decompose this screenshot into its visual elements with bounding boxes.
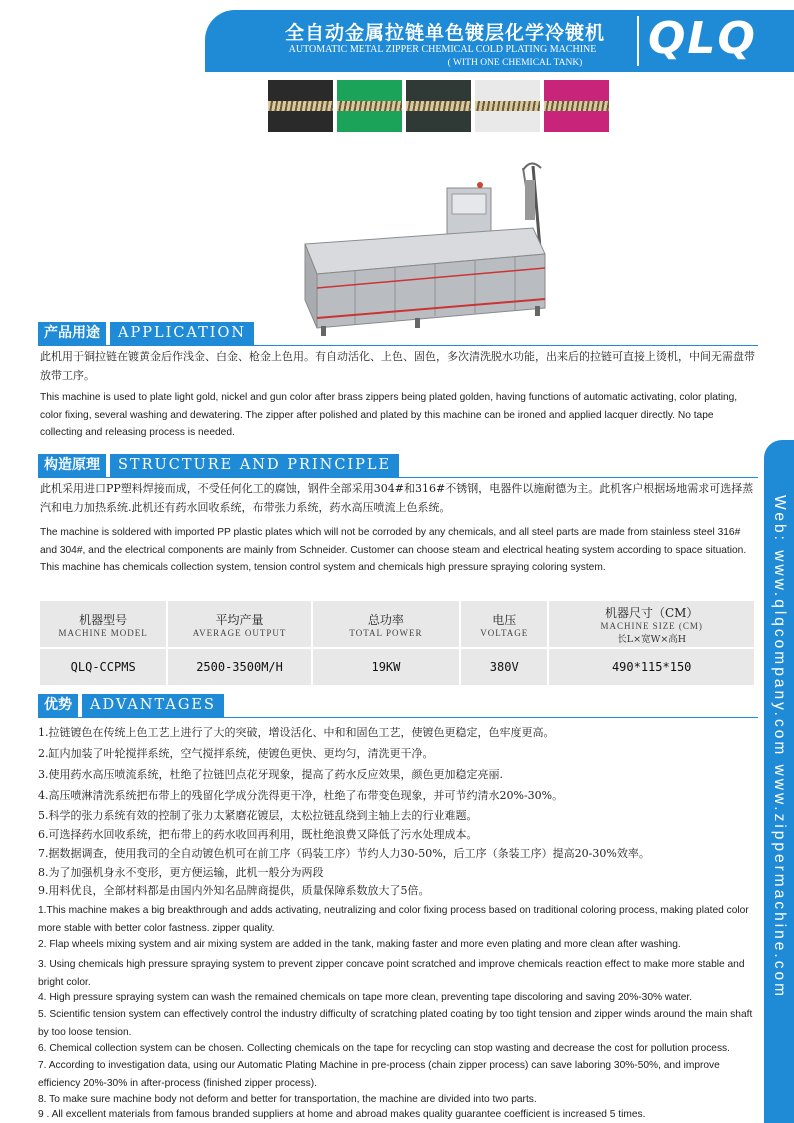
advantage-cn-7: 7.据数据调查，使用我司的全自动镀色机可在前工序（码装工序）节约人力30-50%，后工序（条装工序）提高20-30%效率。: [38, 847, 650, 860]
advantage-en-1: 1.This machine makes a big breakthrough and adds activating, neutralizing and color fixing process based on traditional coloring process, making plated color more stable with better color fastness. zipper quality.: [38, 905, 749, 934]
advantage-en-5: 5. Scientific tension system can effectively control the industry difficulty of scratching plated coating by too tight tension and zipper winds around the main shaft by too loose tension.: [38, 1009, 753, 1038]
header-cell: 总功率 TOTAL POWER: [313, 601, 459, 647]
advantage-en-6: 6. Chemical collection system can be chosen. Collecting chemicals on the tape for recycling can stop wasting and decrease the cost for pollution process.: [38, 1043, 730, 1054]
section-application-header: [38, 322, 254, 345]
advantages-label-en: ADVANTAGES: [82, 694, 224, 717]
power-value: 19KW: [313, 649, 459, 685]
qlq-logo: QLQ: [648, 13, 757, 64]
size-value: 490*115*150: [549, 649, 754, 685]
structure-label-cn: 构造原理: [38, 454, 106, 477]
advantage-en-4: 4. High pressure spraying system can wash the remained chemicals on tape more clean, preventing tape discoloring and saving 20%-30% water.: [38, 992, 693, 1003]
swatch-green: [337, 80, 402, 132]
advantage-cn-3: 3.使用药水高压喷流系统，杜绝了拉链凹点花牙现象，提高了药水反应效果，颜色更加稳定亮丽.: [38, 768, 503, 781]
plating-machine-image: [295, 158, 557, 336]
swatch-black: [268, 80, 333, 132]
structure-text-en: The machine is soldered with imported PP plastic plates which will not be corroded by any chemicals, and all steel parts are made from stainless steel 316# and 304#, and the electrical components are mainly from Schneider. Customer can choose steam and electrical heating system according to space situation. This machine has chemicals collection system, tension control system and chemicals high pressure spraying coloring system.: [40, 527, 747, 573]
model-value: QLQ-CCPMS: [40, 649, 166, 685]
header-cell: 机器型号 MACHINE MODEL: [40, 601, 166, 647]
spec-table: [38, 599, 756, 687]
header-cell: 电压 VOLTAGE: [461, 601, 547, 647]
header-divider: [637, 16, 639, 66]
structure-label-en: STRUCTURE AND PRINCIPLE: [110, 454, 399, 477]
section-divider: [38, 345, 758, 346]
application-label-cn: 产品用途: [38, 322, 106, 345]
advantage-en-9: 9 . All excellent materials from famous branded suppliers at home and abroad makes quality guarantee coefficient is increased 5 times.: [38, 1109, 646, 1120]
output-value: 2500-3500M/H: [168, 649, 310, 685]
advantage-cn-1: 1.拉链镀色在传统上色工艺上进行了大的突破，增设活化、中和和固色工艺，使镀色更稳定，色牢度更高。: [38, 726, 555, 739]
section-structure-header: [38, 454, 399, 477]
advantage-en-2: 2. Flap wheels mixing system and air mixing system are added in the tank, making faster and more even plating and more clean after washing.: [38, 939, 681, 950]
voltage-value: 380V: [461, 649, 547, 685]
application-text-en: This machine is used to plate light gold, nickel and gun color after brass zippers being plated golden, having functions of automatic activating, color plating, color fixing, several washing and dewatering. The zipper after polished and plated by this machine can be ironed and applied lacquer directly. No tape collecting and releasing process is needed.: [40, 392, 738, 438]
advantage-cn-9: 9.用料优良，全部材料都是由国内外知名品牌商提供，质量保障系数放大了5倍。: [38, 884, 430, 897]
application-label-en: APPLICATION: [110, 322, 254, 345]
advantage-en-7: 7. According to investigation data, using our Automatic Plating Machine in pre-process (chain zipper process) can save laboring 30%-50%, and improve efficiency 20%-30% in after-process (finished zipper process).: [38, 1060, 720, 1089]
title-en-sub: ( WITH ONE CHEMICAL TANK): [447, 58, 583, 68]
advantage-cn-6: 6.可选择药水回收系统，把布带上的药水收回再利用，既杜绝浪费又降低了污水处理成本。: [38, 828, 478, 841]
section-advantages-header: [38, 694, 224, 717]
advantages-label-cn: 优势: [38, 694, 78, 717]
swatch-white: [475, 80, 540, 132]
table-header-row: [40, 601, 754, 647]
website-text: Web: www.qlqcompany.com www.zippermachine.com: [771, 495, 788, 999]
header-cell: 平均产量 AVERAGE OUTPUT: [168, 601, 310, 647]
advantage-en-8: 8. To make sure machine body not deform and better for transportation, the machine are divided into two parts.: [38, 1094, 537, 1105]
color-swatches: [268, 80, 609, 132]
section-divider: [38, 477, 758, 478]
advantage-cn-5: 5.科学的张力系统有效的控制了张力太紧磨花镀层，太松拉链乱绕到主轴上去的行业难题。: [38, 809, 478, 822]
advantage-cn-8: 8.为了加强机身永不变形，更方便运输，此机一般分为两段: [38, 866, 324, 879]
application-text-cn: 此机用于铜拉链在镀黄金后作浅金、白金、枪金上色用。有自动活化、上色、固色，多次清洗脱水功能，出来后的拉链可直接上烫机，中间无需盘带放带工序。: [40, 350, 755, 382]
header-cell: 机器尺寸（CM） MACHINE SIZE (CM) 长L×宽W×高H: [549, 601, 754, 647]
swatch-magenta: [544, 80, 609, 132]
advantage-en-3: 3. Using chemicals high pressure spraying system to prevent zipper concave point scratched and improve chemicals reaction effect to make more stable and bright color.: [38, 959, 745, 988]
swatch-dark-grey: [406, 80, 471, 132]
advantage-cn-2: 2.缸内加装了叶轮搅拌系统，空气搅拌系统，使镀色更快、更均匀，清洗更干净。: [38, 747, 434, 760]
structure-text-cn: 此机采用进口PP塑料焊接而成，不受任何化工的腐蚀，钢件全部采用304#和316#不锈钢，电器件以施耐德为主。此机客户根据场地需求可选择蒸汽和电力加热系统.此机还有药水回收系统，布带张力系统，药水高压喷流上色系统。: [40, 482, 754, 514]
title-en: AUTOMATIC METAL ZIPPER CHEMICAL COLD PLATING MACHINE: [288, 44, 597, 55]
table-row: [40, 649, 754, 685]
title-cn: 全自动金属拉链单色镀层化学冷镀机: [284, 22, 605, 44]
advantage-cn-4: 4.高压喷淋清洗系统把布带上的残留化学成分洗得更干净，杜绝了布带变色现象，并可节约清水20%-30%。: [38, 789, 564, 802]
section-divider: [38, 717, 758, 718]
